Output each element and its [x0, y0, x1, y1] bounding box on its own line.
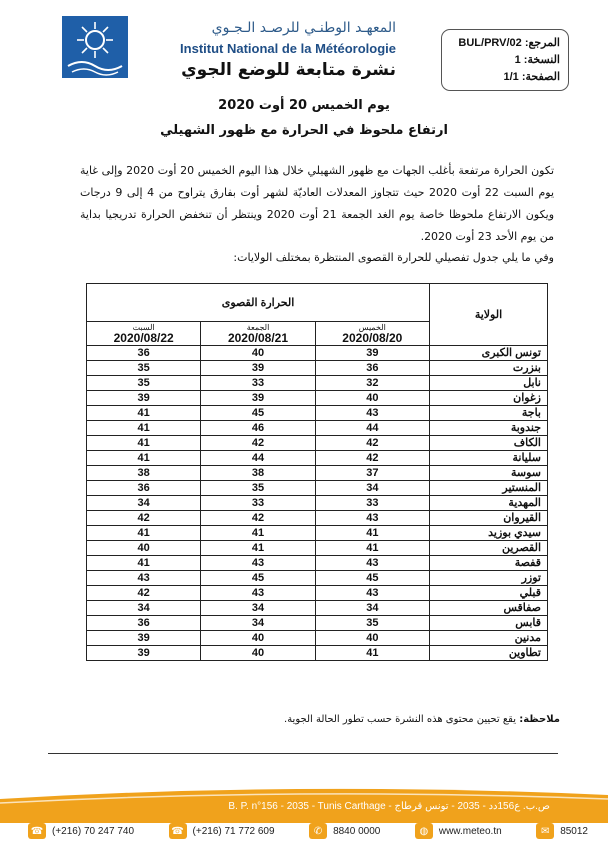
- contact-phone-3: ✆ 8840 0000: [309, 823, 380, 839]
- table-row: [87, 616, 548, 631]
- state-name: زغوان: [430, 391, 548, 406]
- contact-website[interactable]: ◍ www.meteo.tn: [415, 823, 502, 839]
- max-temperature-table: [86, 283, 548, 661]
- temp-0821: 45: [201, 571, 315, 586]
- contact-fax: ✉ 85012: [536, 823, 588, 839]
- temp-0820: 37: [315, 466, 429, 481]
- temp-0822: 41: [87, 451, 201, 466]
- contact-phone-2: ☎ (+216) 71 772 609: [169, 823, 275, 839]
- temp-0821: 34: [201, 601, 315, 616]
- table-row: [87, 361, 548, 376]
- contact-phone-1: ☎ (+216) 70 247 740: [28, 823, 134, 839]
- day-header: السبت 2020/08/22: [87, 322, 201, 346]
- temp-0821: 41: [201, 526, 315, 541]
- temp-0820: 35: [315, 616, 429, 631]
- state-name: توزر: [430, 571, 548, 586]
- document-date: يوم الخميس 20 أوت 2020: [218, 98, 390, 113]
- table-row: [87, 586, 548, 601]
- footer-address: B. P. n°156 - 2035 - Tunis Carthage - ص.ب. ع156دد - 2035 - تونس قرطاج: [228, 801, 550, 812]
- temp-0821: 33: [201, 496, 315, 511]
- temp-0822: 40: [87, 541, 201, 556]
- temp-0821: 42: [201, 436, 315, 451]
- table-row: [87, 541, 548, 556]
- table-row: [87, 466, 548, 481]
- state-name: سليانة: [430, 451, 548, 466]
- table-row: [87, 511, 548, 526]
- temp-0822: 41: [87, 436, 201, 451]
- table-row: [87, 556, 548, 571]
- temp-0821: 33: [201, 376, 315, 391]
- temp-0822: 41: [87, 421, 201, 436]
- temp-0822: 42: [87, 586, 201, 601]
- temp-0822: 41: [87, 556, 201, 571]
- table-row: [87, 481, 548, 496]
- temp-0821: 43: [201, 556, 315, 571]
- reference-box: [441, 29, 569, 91]
- temp-0820: 44: [315, 421, 429, 436]
- temp-0822: 36: [87, 346, 201, 361]
- temp-0820: 43: [315, 586, 429, 601]
- state-name: صفاقس: [430, 601, 548, 616]
- document-subtitle: ارتفاع ملحوظ في الحرارة مع ظهور الشهيلي: [160, 123, 448, 138]
- table-row: [87, 526, 548, 541]
- institute-name-arabic: المعهـد الوطنـي للرصـد الـجـوي: [211, 20, 396, 36]
- footer-contacts: [28, 821, 588, 841]
- state-name: القيروان: [430, 511, 548, 526]
- table-row: [87, 376, 548, 391]
- temp-0821: 39: [201, 391, 315, 406]
- temp-0822: 36: [87, 616, 201, 631]
- temp-0822: 38: [87, 466, 201, 481]
- temp-0821: 39: [201, 361, 315, 376]
- temp-0821: 38: [201, 466, 315, 481]
- phone-icon: ☎: [28, 823, 46, 839]
- temp-0820: 39: [315, 346, 429, 361]
- temp-0820: 40: [315, 391, 429, 406]
- state-name: سوسة: [430, 466, 548, 481]
- temp-0820: 43: [315, 556, 429, 571]
- note: [150, 714, 560, 725]
- institute-name-french: Institut National de la Météorologie: [180, 41, 396, 56]
- temp-0821: 40: [201, 346, 315, 361]
- page-number: الصفحة: 1/1: [503, 71, 560, 83]
- temp-0821: 43: [201, 586, 315, 601]
- state-name: قفصة: [430, 556, 548, 571]
- temp-0820: 36: [315, 361, 429, 376]
- temp-0822: 35: [87, 376, 201, 391]
- divider: [48, 753, 558, 754]
- temp-0821: 46: [201, 421, 315, 436]
- temp-0822: 39: [87, 646, 201, 661]
- header-max-temperature: الحرارة القصوى: [87, 284, 430, 322]
- temp-0820: 45: [315, 571, 429, 586]
- state-name: تونس الكبرى: [430, 346, 548, 361]
- temp-0821: 34: [201, 616, 315, 631]
- reference-number: المرجع: BUL/PRV/02: [458, 37, 560, 49]
- table-intro: وفي ما يلي جدول تفصيلي للحرارة القصوى المنتظرة بمختلف الولايات:: [233, 251, 554, 264]
- bulletin-title: نشرة متابعة للوضع الجوي: [181, 60, 396, 80]
- table-row: [87, 391, 548, 406]
- temp-0821: 45: [201, 406, 315, 421]
- temp-0820: 41: [315, 646, 429, 661]
- temp-0822: 41: [87, 526, 201, 541]
- table-row: [87, 451, 548, 466]
- temp-0821: 42: [201, 511, 315, 526]
- temp-0822: 34: [87, 496, 201, 511]
- temp-0821: 35: [201, 481, 315, 496]
- state-name: المنستير: [430, 481, 548, 496]
- state-name: جندوبة: [430, 421, 548, 436]
- table-row: [87, 601, 548, 616]
- temp-0820: 33: [315, 496, 429, 511]
- state-name: باجة: [430, 406, 548, 421]
- temp-0820: 40: [315, 631, 429, 646]
- temp-0820: 34: [315, 601, 429, 616]
- day-header: الخميس 2020/08/20: [315, 322, 429, 346]
- state-name: مدنين: [430, 631, 548, 646]
- temp-0822: 43: [87, 571, 201, 586]
- table-row: [87, 631, 548, 646]
- temp-0821: 44: [201, 451, 315, 466]
- state-name: سيدي بوزيد: [430, 526, 548, 541]
- temp-0821: 40: [201, 631, 315, 646]
- state-name: تطاوين: [430, 646, 548, 661]
- note-text: يقع تحيين محتوى هذه النشرة حسب تطور الحالة الجوية.: [284, 714, 517, 725]
- table-row: [87, 406, 548, 421]
- temp-0822: 39: [87, 631, 201, 646]
- temp-0820: 42: [315, 436, 429, 451]
- state-name: الكاف: [430, 436, 548, 451]
- temp-0820: 41: [315, 526, 429, 541]
- copy-number: النسخة: 1: [514, 54, 560, 66]
- temp-0820: 41: [315, 541, 429, 556]
- temp-0822: 34: [87, 601, 201, 616]
- table-row: [87, 421, 548, 436]
- day-header: الجمعة 2020/08/21: [201, 322, 315, 346]
- table-row: [87, 496, 548, 511]
- mobile-icon: ✆: [309, 823, 327, 839]
- phone-icon: ☎: [169, 823, 187, 839]
- table-row: [87, 436, 548, 451]
- state-name: نابل: [430, 376, 548, 391]
- globe-icon: ◍: [415, 823, 433, 839]
- temp-0820: 43: [315, 511, 429, 526]
- temp-0822: 39: [87, 391, 201, 406]
- header-state: الولاية: [430, 284, 548, 346]
- temp-0820: 34: [315, 481, 429, 496]
- state-name: القصرين: [430, 541, 548, 556]
- state-name: قابس: [430, 616, 548, 631]
- table-row: [87, 571, 548, 586]
- state-name: بنزرت: [430, 361, 548, 376]
- temp-0821: 40: [201, 646, 315, 661]
- state-name: المهدية: [430, 496, 548, 511]
- body-paragraph: تكون الحرارة مرتفعة بأغلب الجهات مع ظهور الشهيلي خلال هذا اليوم الخميس 20 أوت 2020 وإلى غاية يوم السبت 22 أوت 2020 حيث تتجاوز المعدلات العاديّة لشهر أوت بفارق يتراوح من 4 إلى 9 درجات ويكون الارتفاع ملحوظا خاصة يوم الغد الجمعة 21 أوت 2020 وينتظر أن تنخفض الحرارة تدريجيا بداية من يوم الأحد 23 أوت 2020.: [80, 164, 555, 243]
- temp-0821: 41: [201, 541, 315, 556]
- temp-0820: 32: [315, 376, 429, 391]
- temp-0822: 35: [87, 361, 201, 376]
- table-row: [87, 346, 548, 361]
- table-row: [87, 646, 548, 661]
- temp-0822: 36: [87, 481, 201, 496]
- temp-0822: 41: [87, 406, 201, 421]
- temp-0822: 42: [87, 511, 201, 526]
- institute-logo: [62, 16, 128, 78]
- state-name: قبلي: [430, 586, 548, 601]
- temp-0820: 42: [315, 451, 429, 466]
- temp-0820: 43: [315, 406, 429, 421]
- note-label: ملاحظة:: [519, 714, 560, 725]
- fax-icon: ✉: [536, 823, 554, 839]
